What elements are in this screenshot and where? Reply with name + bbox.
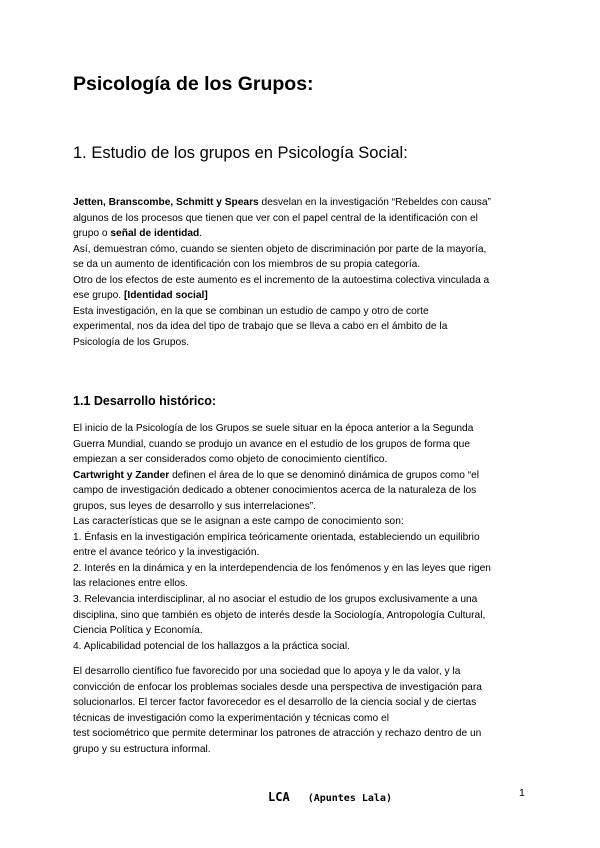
paragraph-line	[73, 226, 533, 242]
document-title: Psicología de los Grupos:	[73, 73, 314, 95]
paragraph-line: solucionarlos. El tercer factor favorecedor es el desarrollo de la ciencia social y de ciertas	[73, 697, 477, 709]
paragraph-line: Esta investigación, en la que se combinan un estudio de campo y otro de corte	[73, 305, 429, 317]
list-item-line: entre el avance teórico y la investigación.	[73, 547, 260, 559]
paragraph-line: experimental, nos da idea del tipo de trabajo que se lleva a cabo en el ámbito de la	[73, 321, 448, 333]
paragraph-line: Así, demuestran cómo, cuando se sienten objeto de discriminación por parte de la mayoría,	[73, 243, 487, 255]
list-item-line: 1. Énfasis en la investigación empírica teóricamente orientada, estableciendo un equilibrio	[73, 531, 480, 543]
paragraph-line: Otro de los efectos de este aumento es el incremento de la autoestima colectiva vinculada a	[73, 274, 490, 286]
list-item-line: las relaciones entre ellos.	[73, 578, 188, 590]
paragraph-line: campo de investigación dedicado a obtener conocimientos acerca de la naturaleza de los	[73, 485, 477, 497]
authors-bold: Cartwright y Zander	[73, 469, 170, 481]
paragraph-line: Guerra Mundial, cuando se produjo un avance en el estudio de los grupos de forma que	[73, 438, 471, 450]
paragraph-line: se da un aumento de identificación con los miembros de su propia categoría.	[73, 259, 421, 271]
list-item-line: 4. Aplicabilidad potencial de los hallazgos a la práctica social.	[73, 640, 350, 652]
paragraph-line: El desarrollo científico fue favorecido por una sociedad que lo apoya y le da valor, y la	[73, 666, 461, 677]
text-run: .	[199, 228, 203, 240]
text-run: desvelan en la investigación “Rebeldes con causa”	[258, 197, 491, 208]
term-bold: [Identidad social]	[123, 290, 208, 302]
paragraph-line: convicción de enfocar los problemas sociales desde una perspectiva de investigación para	[73, 681, 482, 693]
paragraph-line: algunos de los procesos que tienen que ver con el papel central de la identificación con el	[73, 212, 478, 224]
section-heading-1: 1. Estudio de los grupos en Psicología Social:	[73, 144, 408, 162]
list-item-line: Ciencia Política y Economía.	[73, 625, 203, 637]
paragraph-line	[73, 195, 533, 211]
paragraph-line: técnicas de investigación como la experimentación y técnicas como el	[73, 712, 389, 724]
paragraph-line	[73, 468, 533, 484]
paragraph-line: Las características que se le asignan a este campo de conocimiento son:	[73, 516, 404, 528]
paragraph-line: El inicio de la Psicología de los Grupos se suele situar en la época anterior a la Segunda	[73, 423, 474, 434]
term-bold: señal de identidad	[110, 228, 200, 240]
section-heading-1-1: 1.1 Desarrollo histórico:	[73, 394, 217, 408]
section-1-body	[73, 195, 533, 350]
list-item-line: disciplina, sino que también es objeto de interés desde la Sociología, Antropología Cultural,	[73, 609, 486, 621]
text-run: grupo o	[73, 228, 111, 240]
list-item-line: 2. Interés en la dinámica y en la interdependencia de los fenómenos y en las leyes que rigen	[73, 562, 491, 574]
footer-brand-name: LCA	[268, 790, 290, 804]
paragraph-line: grupo y su estructura informal.	[73, 743, 211, 755]
section-1-1-body-a	[73, 421, 533, 654]
footer-brand-subtitle: (Apuntes Lala)	[307, 793, 392, 804]
text-run: ese grupo.	[73, 290, 124, 302]
paragraph-line	[73, 288, 533, 304]
text-run: definen el área de lo que se denominó dinámica de grupos como “el	[169, 469, 480, 481]
authors-bold: Jetten, Branscombe, Schmitt y Spears	[73, 197, 259, 208]
paragraph-line: test sociométrico que permite determinar los patrones de atracción y rechazo dentro de un	[73, 728, 482, 740]
paragraph-line: grupos, sus leyes de desarrollo y sus interrelaciones”.	[73, 500, 316, 512]
page-number: 1	[519, 787, 525, 799]
paragraph-line: Psicología de los Grupos.	[73, 336, 190, 348]
list-item-line: 3. Relevancia interdisciplinar, al no asociar el estudio de los grupos exclusivamente a una	[73, 594, 478, 606]
footer-brand	[268, 786, 392, 805]
section-1-1-body-b	[73, 664, 533, 757]
paragraph-line: empiezan a ser considerados como objeto de conocimiento científico.	[73, 454, 388, 466]
